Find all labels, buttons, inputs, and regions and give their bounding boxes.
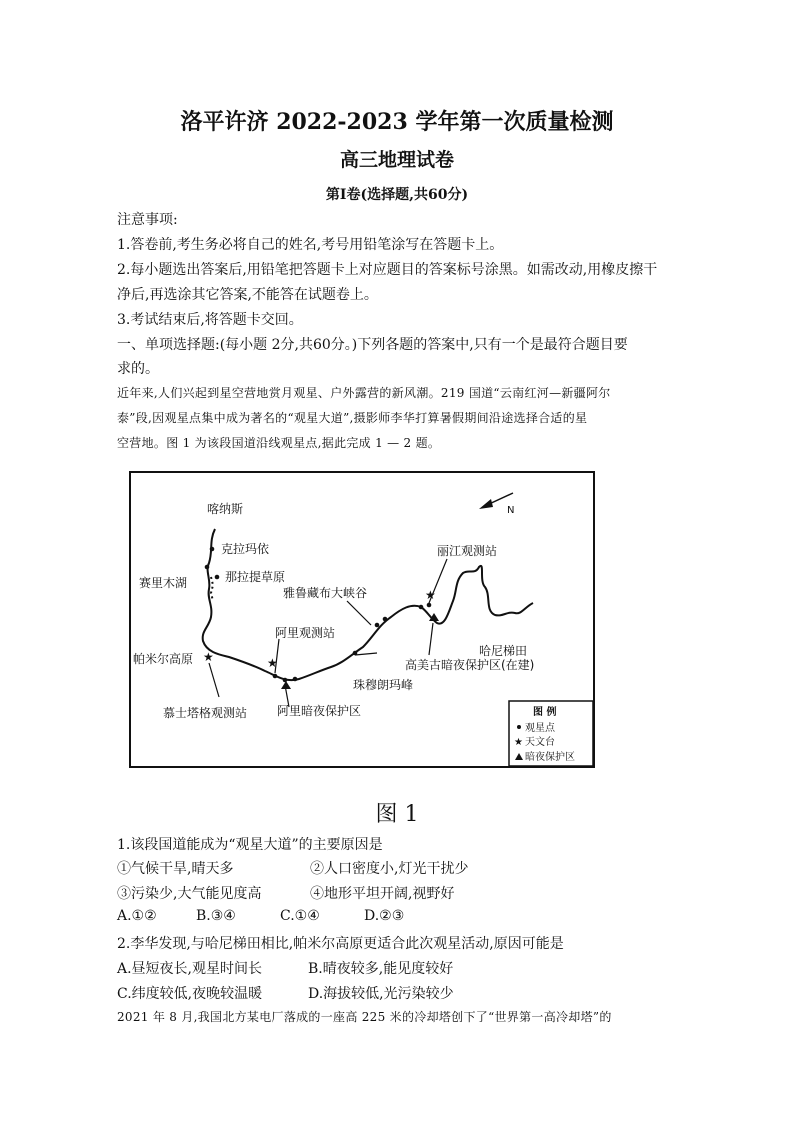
question-1-statement: ④地形平坦开阔,视野好 xyxy=(310,886,455,902)
note-item: 2.每小题选出答案后,用铅笔把答题卡上对应题目的答案标号涂黑。如需改动,用橡皮擦干 xyxy=(117,262,658,278)
map-label-hani: 哈尼梯田 xyxy=(479,644,528,658)
question-1-statement: ②人口密度小,灯光干扰少 xyxy=(310,861,469,877)
map-label-gaomei: 高美古暗夜保护区(在建) xyxy=(405,658,535,672)
note-item: 净后,再选涂其它答案,不能答在试题卷上。 xyxy=(117,287,378,303)
map-label-nalati: 那拉提草原 xyxy=(225,570,286,584)
question-2-stem: 2.李华发现,与哈尼梯田相比,帕米尔高原更适合此次观星活动,原因可能是 xyxy=(117,936,564,952)
map-label-yarlung: 雅鲁藏布大峡谷 xyxy=(283,586,368,600)
note-item: 3.考试结束后,将答题卡交回。 xyxy=(117,312,303,328)
map-label-mushitage: 慕士塔格观测站 xyxy=(163,706,248,720)
intro-line: 近年来,人们兴起到星空营地赏月观星、户外露营的新风潮。219 国道“云南红河—新疆阿尔 xyxy=(117,386,611,400)
observatory-star-pamir: ★ xyxy=(203,650,214,664)
legend-observatory: 天文台 xyxy=(525,737,555,748)
legend-reserve: 暗夜保护区 xyxy=(525,752,575,763)
map-label-ali-station: 阿里观测站 xyxy=(275,626,336,640)
exam-subtitle: 高三地理试卷 xyxy=(339,149,454,171)
question-1-option-b: B.③④ xyxy=(196,908,236,924)
question-1-option-a: A.①② xyxy=(117,908,157,924)
question-2-option-a: A.昼短夜长,观星时间长 xyxy=(117,961,263,977)
map-label-pamir: 帕米尔高原 xyxy=(133,652,194,666)
volume-heading: 第Ⅰ卷(选择题,共60分) xyxy=(325,187,469,203)
map-label-ali-reserve: 阿里暗夜保护区 xyxy=(277,704,362,718)
legend-star-icon: ★ xyxy=(514,737,523,748)
intro-line: 泰”段,因观星点集中成为著名的“观星大道”,摄影师李华打算暑假期间沿途选择合适的星 xyxy=(117,411,588,425)
question-1-option-c: C.①④ xyxy=(280,908,320,924)
observatory-star-lijiang: ★ xyxy=(425,588,436,602)
question-1-statement: ③污染少,大气能见度高 xyxy=(117,886,262,902)
legend-dot-icon xyxy=(517,725,521,729)
route-map xyxy=(129,471,595,768)
question-2-option-b: B.晴夜较多,能见度较好 xyxy=(308,961,454,977)
map-label-karamay: 克拉玛依 xyxy=(221,542,270,556)
map-label-everest: 珠穆朗玛峰 xyxy=(353,678,414,692)
intro-line: 空营地。图 1 为该段国道沿线观星点,据此完成 1 — 2 题。 xyxy=(117,436,441,450)
question-1-option-d: D.②③ xyxy=(364,908,405,924)
next-passage-line: 2021 年 8 月,我国北方某电厂落成的一座高 225 米的冷却塔创下了“世界第一高冷却塔”的 xyxy=(117,1010,612,1024)
notes-heading: 注意事项: xyxy=(117,212,178,228)
legend-title: 图 例 xyxy=(533,707,557,718)
question-1-stem: 1.该段国道能成为“观星大道”的主要原因是 xyxy=(117,837,383,853)
question-2-option-c: C.纬度较低,夜晚较温暖 xyxy=(117,986,263,1002)
map-legend xyxy=(509,701,593,766)
map-label-lijiang: 丽江观测站 xyxy=(437,544,498,558)
figure-caption: 图 1 xyxy=(375,802,419,827)
section-heading-cont: 求的。 xyxy=(117,361,159,377)
question-2-option-d: D.海拔较低,光污染较少 xyxy=(308,986,454,1002)
observatory-star-ali: ★ xyxy=(267,656,278,670)
note-item: 1.答卷前,考生务必将自己的姓名,考号用铅笔涂写在答题卡上。 xyxy=(117,237,504,253)
map-label-sayram: 赛里木湖 xyxy=(139,576,188,590)
svg-text:N: N xyxy=(507,505,515,516)
map-label-kanas: 喀纳斯 xyxy=(207,502,244,516)
section-heading: 一、单项选择题:(每小题 2分,共60分。)下列各题的答案中,只有一个是最符合题目要 xyxy=(117,337,628,353)
legend-observation: 观星点 xyxy=(525,723,555,734)
question-1-statement: ①气候干旱,晴天多 xyxy=(117,861,234,877)
exam-title: 洛平许济 2022-2023 学年第一次质量检测 xyxy=(180,109,614,135)
